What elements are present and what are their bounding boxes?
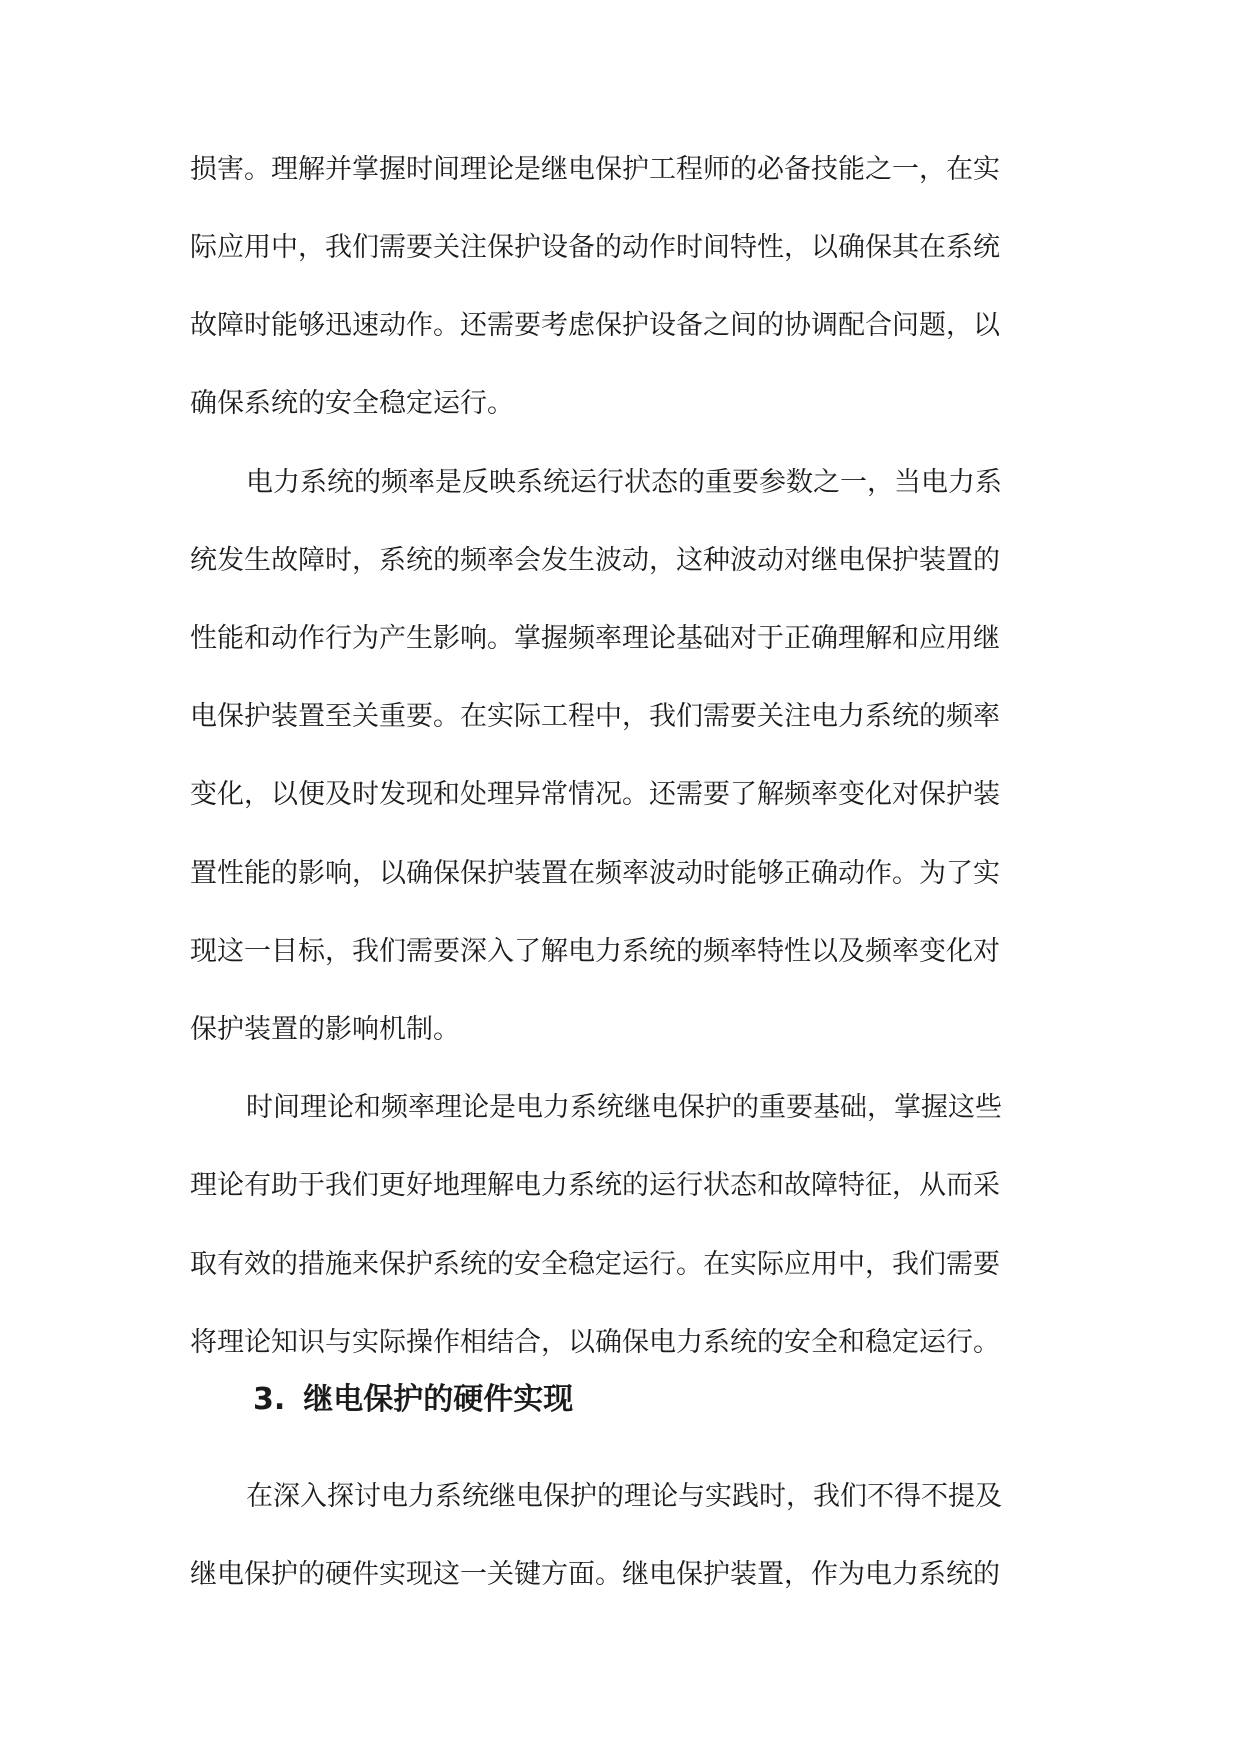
paragraph-line: 将理论知识与实际操作相结合，以确保电力系统的安全和稳定运行。 — [190, 1327, 1000, 1358]
section-heading — [253, 1380, 573, 1420]
paragraph-line: 电力系统的频率是反映系统运行状态的重要参数之一，当电力系 — [246, 467, 1002, 498]
paragraph-line: 现这一目标，我们需要深入了解电力系统的频率特性以及频率变化对 — [190, 936, 1000, 967]
paragraph-line: 故障时能够迅速动作。还需要考虑保护设备之间的协调配合问题，以 — [190, 310, 1000, 341]
paragraph-line: 统发生故障时，系统的频率会发生波动，这种波动对继电保护装置的 — [190, 545, 1000, 576]
paragraph-line: 继电保护的硬件实现这一关键方面。继电保护装置，作为电力系统的 — [190, 1559, 1000, 1590]
paragraph-line: 保护装置的影响机制。 — [190, 1014, 460, 1045]
paragraph-line: 取有效的措施来保护系统的安全稳定运行。在实际应用中，我们需要 — [190, 1249, 1000, 1280]
section-number: 3. — [253, 1382, 286, 1417]
paragraph-line: 电保护装置至关重要。在实际工程中，我们需要关注电力系统的频率 — [190, 701, 1000, 732]
paragraph-line: 损害。理解并掌握时间理论是继电保护工程师的必备技能之一，在实 — [190, 154, 1000, 185]
paragraph-line: 确保系统的安全稳定运行。 — [190, 388, 514, 419]
paragraph-line: 变化，以便及时发现和处理异常情况。还需要了解频率变化对保护装 — [190, 779, 1000, 810]
paragraph-line: 性能和动作行为产生影响。掌握频率理论基础对于正确理解和应用继 — [190, 623, 1000, 654]
paragraph-line: 时间理论和频率理论是电力系统继电保护的重要基础，掌握这些 — [246, 1092, 1002, 1123]
paragraph-line: 理论有助于我们更好地理解电力系统的运行状态和故障特征，从而采 — [190, 1170, 1000, 1201]
paragraph-line: 在深入探讨电力系统继电保护的理论与实践时，我们不得不提及 — [246, 1481, 1002, 1512]
paragraph-line: 置性能的影响，以确保保护装置在频率波动时能够正确动作。为了实 — [190, 858, 1000, 889]
paragraph-line: 际应用中，我们需要关注保护设备的动作时间特性，以确保其在系统 — [190, 232, 1000, 263]
section-title: 继电保护的硬件实现 — [303, 1382, 574, 1417]
